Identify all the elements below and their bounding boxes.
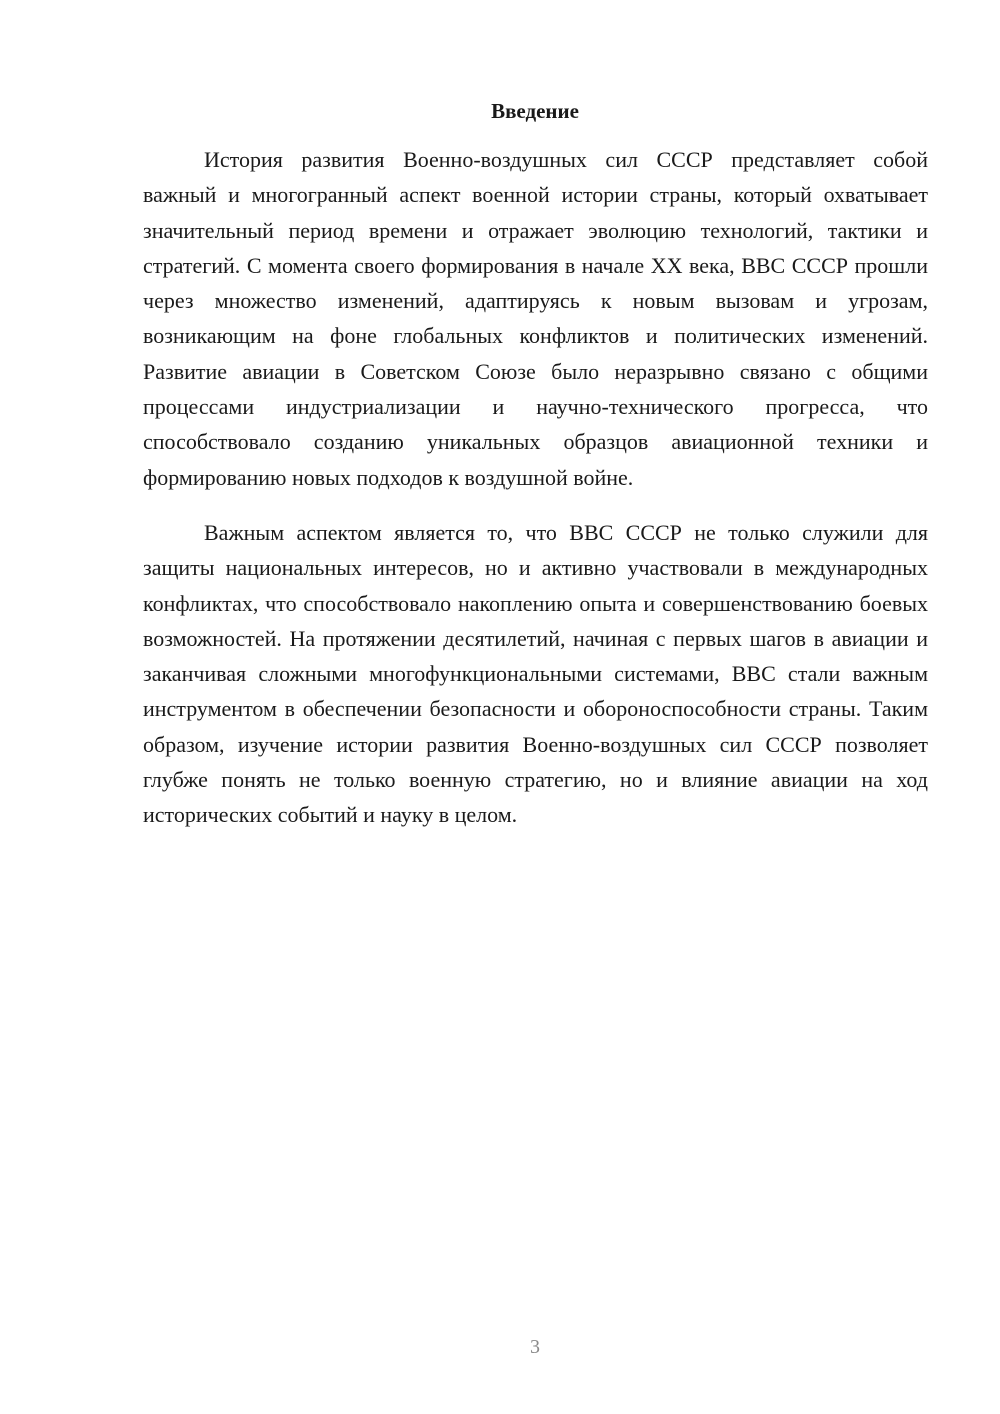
page-number: 3: [530, 1336, 540, 1358]
body-text: [143, 142, 928, 833]
paragraph-2: Важным аспектом является то, что ВВС СССР не только служили для защиты национальных интересов, но и активно участвовали в международных конфликтах, что способствовало накоплению опыта и совершенствованию боевых возможностей. На протяжении десятилетий, начиная с первых шагов в авиации и заканчивая сложными многофункциональными системами, ВВС стали важным инструментом в обеспечении безопасности и обороноспособности страны. Таким образом, изучение истории развития Военно-воздушных сил СССР позволяет глубже понять не только военную стратегию, но и влияние авиации на ход исторических событий и науку в целом.: [143, 519, 928, 828]
paragraph-1: История развития Военно-воздушных сил СССР представляет собой важный и многогранный аспект военной истории страны, который охватывает значительный период времени и отражает эволюцию технологий, тактики и стратегий. С момента своего формирования в начале XX века, ВВС СССР прошли через множество изменений, адаптируясь к новым вызовам и угрозам, возникающим на фоне глобальных конфликтов и политических изменений. Развитие авиации в Советском Союзе было неразрывно связано с общими процессами индустриализации и научно-технического прогресса, что способствовало созданию уникальных образцов авиационной техники и формированию новых подходов к воздушной войне.: [143, 147, 928, 490]
section-heading: Введение: [491, 99, 579, 123]
